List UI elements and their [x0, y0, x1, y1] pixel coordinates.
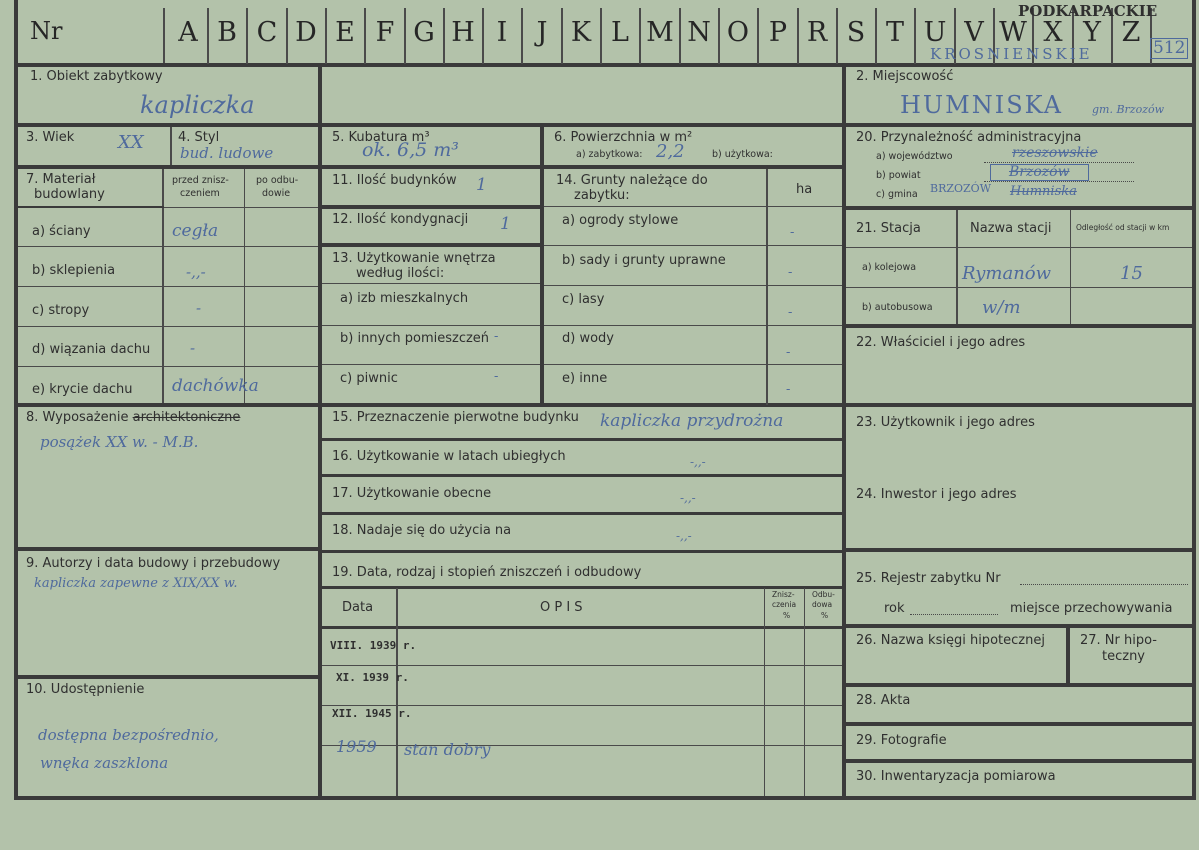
index-letter: C [256, 17, 278, 48]
f15-label: 15. Przeznaczenie pierwotne budynku [332, 410, 579, 425]
f13-label-2: według ilości: [356, 266, 445, 281]
f7-row-label: a) ściany [32, 224, 91, 239]
f19-col-reb-1: Odbu- [812, 590, 835, 599]
f19-hand-date: 1959 [336, 737, 377, 756]
f6-sub-a: a) zabytkowa: [576, 149, 643, 160]
f6-label: 6. Powierzchnia w m² [554, 130, 693, 145]
f7-row-value: -,,- [186, 263, 206, 281]
index-letter: K [570, 17, 592, 48]
f13-row: c) piwnic [340, 371, 398, 386]
f7-row-label: b) sklepienia [32, 263, 116, 278]
f17-value: -,,- [680, 491, 696, 505]
f9-value: kapliczka zapewne z XIX/XX w. [34, 576, 238, 591]
f2-value: HUMNISKA [900, 91, 1063, 119]
index-letter: S [846, 17, 866, 48]
index-letter: F [375, 17, 395, 48]
f1-label: 1. Obiekt zabytkowy [30, 69, 163, 84]
f12-label: 12. Ilość kondygnacji [332, 212, 469, 227]
f20-c-label: c) gmina [876, 189, 918, 200]
f3-value: XX [118, 132, 144, 153]
letter-separator [364, 8, 366, 64]
f25-place: miejsce przechowywania [1010, 601, 1173, 616]
index-letter: P [768, 17, 788, 48]
f16-value: -,,- [690, 455, 706, 469]
f7-row-label: e) krycie dachu [32, 382, 133, 397]
f11-value: 1 [476, 175, 487, 195]
f25-label: 25. Rejestr zabytku Nr [856, 571, 1001, 586]
f5-value: ok. 6,5 m³ [362, 139, 459, 161]
index-letter: B [217, 17, 237, 48]
region-stamp: PODKARPACKIE [1018, 2, 1158, 20]
f9-label: 9. Autorzy i data budowy i przebudowy [26, 556, 281, 571]
f7-row-value: - [196, 299, 202, 317]
f20-c-value2: Humniska [1010, 184, 1077, 199]
f19-col-dmg-2: czenia [772, 600, 797, 609]
f20-a-value: rzeszowskie [1012, 145, 1098, 161]
f14-value: - [786, 382, 791, 397]
f7-row-value: - [190, 339, 196, 357]
f23-label: 23. Użytkownik i jego adres [856, 415, 1035, 430]
f2-label: 2. Miejscowość [856, 69, 954, 84]
f26-label: 26. Nazwa księgi hipotecznej [856, 633, 1045, 648]
f19-date: VIII. 1939 r. [330, 639, 417, 652]
f21-col-dist: Odległość od stacji w km [1076, 223, 1170, 232]
f21-bus-value: w/m [982, 297, 1021, 318]
f15-value: kapliczka przydrożna [600, 411, 784, 431]
index-letter: O [726, 17, 750, 48]
f11-label: 11. Ilość budynków [332, 173, 457, 188]
f21-rail-km: 15 [1120, 263, 1143, 284]
f14-label-1: 14. Grunty należące do [556, 173, 708, 188]
f25-rok: rok [884, 601, 905, 616]
f28-label: 28. Akta [856, 693, 911, 708]
f19-col-reb-2: dowa [812, 600, 833, 609]
f7-row-label: c) stropy [32, 303, 90, 318]
f14-value: - [786, 345, 791, 360]
f13-row: b) innych pomieszczeń [340, 331, 490, 346]
f14-row: b) sady i grunty uprawne [562, 253, 726, 268]
f10-value-2: wnęka zaszklona [40, 754, 169, 772]
f1-value: kapliczka [140, 91, 255, 119]
index-letter: W [999, 17, 1027, 48]
f14-row: c) lasy [562, 292, 605, 307]
f19-label: 19. Data, rodzaj i stopień zniszczeń i odbudowy [332, 565, 642, 580]
f3-label: 3. Wiek [26, 130, 75, 145]
f14-value: - [788, 265, 793, 280]
f18-label: 18. Nadaje się do użycia na [332, 523, 512, 538]
f13-label-1: 13. Użytkowanie wnętrza [332, 251, 496, 266]
f19-hand-desc: stan dobry [404, 740, 491, 759]
card-number: 512 [1150, 38, 1188, 59]
f29-label: 29. Fotografie [856, 733, 947, 748]
f6-sub-b: b) użytkowa: [712, 149, 773, 160]
letter-separator [757, 8, 759, 64]
f12-value: 1 [500, 214, 511, 234]
f2-note: gm. Brzozów [1092, 103, 1165, 116]
f4-value: bud. ludowe [180, 144, 274, 162]
f19-date: XII. 1945 r. [332, 707, 412, 720]
f14-value: - [788, 305, 793, 320]
f19-date: XI. 1939 r. [336, 671, 409, 684]
f17-label: 17. Użytkowanie obecne [332, 486, 492, 501]
f24-label: 24. Inwestor i jego adres [856, 487, 1017, 502]
f5-label: 5. Kubatura m³ [332, 130, 430, 145]
f21-bus: b) autobusowa [862, 302, 933, 313]
f20-b-label: b) powiat [876, 170, 921, 181]
f8-label-struck: architektoniczne [132, 410, 241, 425]
f10-label: 10. Udostępnienie [26, 682, 145, 697]
index-letter: N [687, 17, 711, 48]
index-letter: V [964, 17, 984, 48]
letter-separator [914, 8, 916, 64]
f14-value: - [790, 225, 795, 240]
f21-col-name: Nazwa stacji [970, 221, 1052, 236]
index-letter: X [1043, 17, 1063, 48]
letter-separator [521, 8, 523, 64]
f21-rail-value: Rymanów [962, 263, 1052, 284]
f14-row: a) ogrody stylowe [562, 213, 679, 228]
index-letter: U [923, 17, 947, 48]
f22-label: 22. Właściciel i jego adres [856, 335, 1026, 350]
letter-separator [639, 8, 641, 64]
f8-label [26, 411, 240, 425]
f20-c-value: BRZOZÓW [930, 182, 991, 195]
index-letter: R [806, 17, 828, 48]
f7-row-value: cegła [172, 221, 219, 241]
index-letter: D [295, 17, 317, 48]
f6-a-value: 2,2 [656, 141, 685, 162]
f7-col1-line2: czeniem [180, 188, 220, 199]
letter-separator [246, 8, 248, 64]
index-letter: H [451, 17, 475, 48]
index-letter: Y [1083, 17, 1101, 48]
f19-col-dmg-1: Znisz- [772, 590, 795, 599]
index-letter: Z [1121, 17, 1141, 48]
f7-label-2: budowlany [34, 187, 105, 202]
district-handwritten: KROSNIENSKIE [930, 45, 1093, 63]
index-letter: A [178, 17, 198, 48]
f21-label: 21. Stacja [856, 221, 921, 236]
f19-col-desc: O P I S [540, 600, 583, 615]
f27-label-1: 27. Nr hipo- [1080, 633, 1157, 648]
f8-value: posążek XX w. - M.B. [40, 433, 199, 451]
f19-col-dmg-3: % [783, 611, 791, 620]
f7-col1-line1: przed znisz- [172, 175, 229, 186]
f20-label: 20. Przynależność administracyjna [856, 130, 1082, 145]
index-letter: M [646, 17, 674, 48]
f19-col-date: Data [342, 600, 374, 615]
index-letter: E [335, 17, 355, 48]
index-letter: J [536, 17, 548, 48]
f4-label: 4. Styl [178, 130, 220, 145]
f18-value: -,,- [676, 529, 692, 543]
f7-label-1: 7. Materiał [26, 172, 96, 187]
f13-row-value: - [494, 369, 499, 384]
f14-unit: ha [796, 182, 813, 197]
f13-row: a) izb mieszkalnych [340, 291, 469, 306]
f7-col2-line1: po odbu- [256, 175, 299, 186]
index-letter: T [885, 17, 904, 48]
index-letter: I [496, 17, 508, 48]
f10-value-1: dostępna bezpośrednio, [38, 726, 219, 744]
f13-row-value: - [494, 329, 499, 344]
f7-row-value: dachówka [172, 376, 259, 396]
index-letter: L [611, 17, 629, 48]
f27-label-2: teczny [1102, 649, 1145, 664]
f20-a-label: a) województwo [876, 151, 953, 162]
f14-label-2: zabytku: [574, 188, 630, 203]
nr-label: Nr [30, 17, 63, 45]
f7-row-label: d) wiązania dachu [32, 342, 151, 357]
f16-label: 16. Użytkowanie w latach ubiegłych [332, 449, 566, 464]
f21-rail: a) kolejowa [862, 262, 917, 273]
index-letter: G [413, 17, 435, 48]
f20-b-value: Brzozów [990, 164, 1089, 181]
f30-label: 30. Inwentaryzacja pomiarowa [856, 769, 1056, 784]
f19-col-reb-3: % [821, 611, 829, 620]
f14-row: e) inne [562, 371, 608, 386]
f7-col2-line2: dowie [262, 188, 291, 199]
f8-label-prefix: 8. Wyposażenie [26, 410, 129, 425]
f14-row: d) wody [562, 331, 614, 346]
